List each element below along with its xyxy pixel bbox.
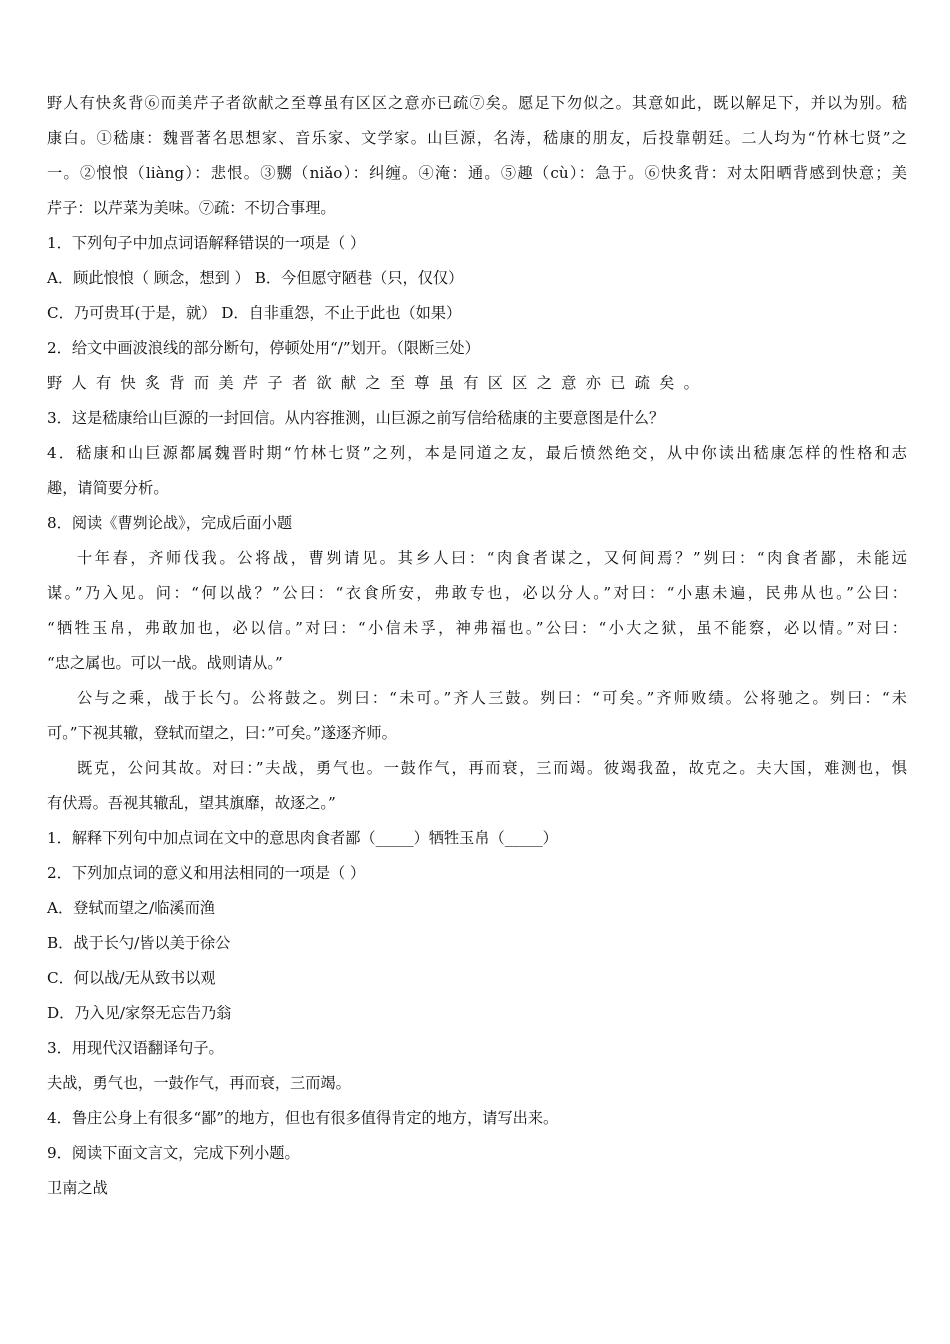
question-3-stem: 3．这是嵇康给山巨源的一封回信。从内容推测，山巨源之前写信给嵇康的主要意图是什么？ [47, 409, 665, 427]
passage-title: 卫南之战 [47, 1179, 108, 1197]
option-d: D．乃入见/家祭无忘告乃翁 [47, 1004, 232, 1022]
option-a-b: A．顾此悢悢（ 顾念，想到 ） B．今但愿守陋巷（只，仅仅） [47, 269, 464, 287]
passage-line: 十年春，齐师伐我。公将战，曹刿请见。其乡人曰：“肉食者谋之，又何间焉？”刿曰：“肉食者鄙，未能远 [77, 549, 907, 567]
option-c: C．何以战/无从致书以观 [47, 969, 216, 987]
wavy-line-sentence: 野人有快炙背而美芹子者欲献之至尊虽有区区之意亦已疏矣。 [47, 374, 709, 392]
section-8-heading: 8．阅读《曹刿论战》，完成后面小题 [47, 514, 293, 532]
question-3-stem: 3．用现代汉语翻译句子。 [47, 1039, 224, 1057]
question-4-stem: 4．鲁庄公身上有很多“鄙”的地方，但也有很多值得肯定的地方，请写出来。 [47, 1109, 559, 1127]
question-2-stem: 2．下列加点词的意义和用法相同的一项是（ ） [47, 864, 366, 882]
option-b: B．战于长勺/皆以美于徐公 [47, 934, 231, 952]
text-line: 芹子：以芹菜为美味。⑦疏：不切合事理。 [47, 199, 336, 217]
passage-line: 既克，公问其故。对曰：”夫战，勇气也。一鼓作气，再而衰，三而竭。彼竭我盈，故克之。夫大国，难测也，惧 [77, 759, 907, 777]
passage-line: 有伏焉。吾视其辙乱，望其旗靡，故逐之。” [47, 794, 336, 812]
passage-line: 谋。”乃入见。问：“何以战？”公曰：“衣食所安，弗敢专也，必以分人。”对曰：“小惠未遍，民弗从也。”公曰： [47, 584, 907, 602]
passage-line: “牺牲玉帛，弗敢加也，必以信。”对曰：“小信未孚，神弗福也。”公曰：“小大之狱，虽不能察，必以情。”对曰： [47, 619, 907, 637]
option-a: A．登轼而望之/临溪而渔 [47, 899, 215, 917]
section-9-heading: 9．阅读下面文言文，完成下列小题。 [47, 1144, 300, 1162]
text-line: 趣，请简要分析。 [47, 479, 169, 497]
question-4-stem: 4．嵇康和山巨源都属魏晋时期“竹林七贤”之列，本是同道之友，最后愤然绝交，从中你读出嵇康怎样的性格和志 [47, 444, 907, 462]
question-1-stem: 1．下列句子中加点词语解释错误的一项是（ ） [47, 234, 366, 252]
text-line: 一。②悢悢（liàng）：悲恨。③嬲（niǎo）：纠缠。④淹：通。⑤趣（cù）：急于。⑥快炙背：对太阳晒背感到快意；美 [47, 164, 907, 182]
option-c-d: C．乃可贵耳(于是，就） D．自非重怨，不止于此也（如果） [47, 304, 462, 322]
passage-line: 可。”下视其辙，登轼而望之，曰：”可矣。”遂逐齐师。 [47, 724, 397, 742]
text-line: 康白。①嵇康：魏晋著名思想家、音乐家、文学家。山巨源，名涛，嵇康的朋友，后投靠朝廷。二人均为“竹林七贤”之 [47, 129, 907, 147]
passage-line: “忠之属也。可以一战。战则请从。” [47, 654, 283, 672]
question-1-stem: 1．解释下列句中加点词在文中的意思肉食者鄙（_____）牺牲玉帛（_____） [47, 829, 558, 847]
translation-sentence: 夫战，勇气也，一鼓作气，再而衰，三而竭。 [47, 1074, 351, 1092]
text-line: 野人有快炙背⑥而美芹子者欲献之至尊虽有区区之意亦已疏⑦矣。愿足下勿似之。其意如此，既以解足下，并以为别。嵇 [47, 94, 907, 112]
passage-line: 公与之乘，战于长勺。公将鼓之。刿曰：“未可。”齐人三鼓。刿曰：“可矣。”齐师败绩。公将驰之。刿曰：“未 [77, 689, 907, 707]
question-2-stem: 2．给文中画波浪线的部分断句，停顿处用“/”划开。（限断三处） [47, 339, 480, 357]
